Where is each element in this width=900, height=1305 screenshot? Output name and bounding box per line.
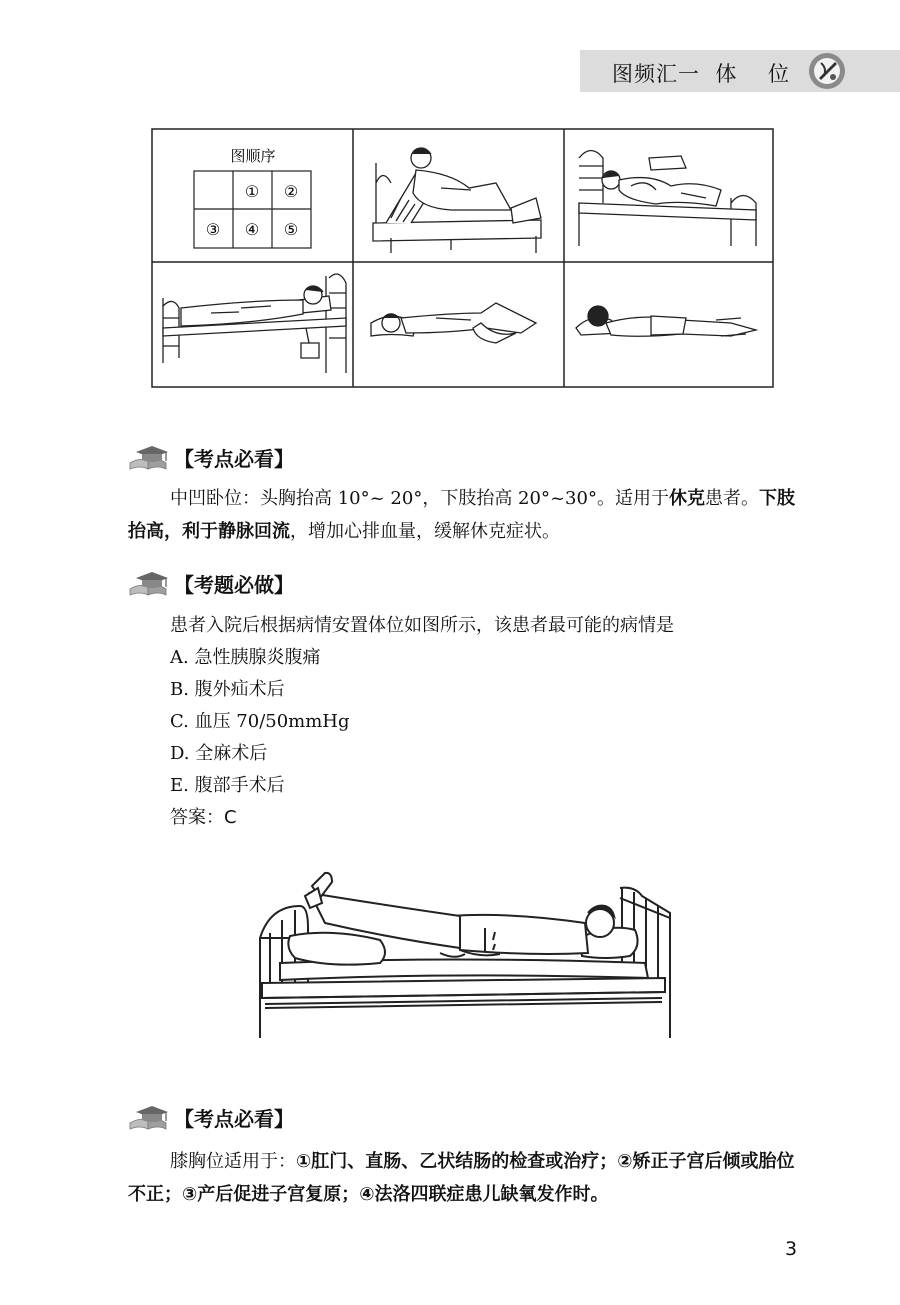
- order-cell: ④: [244, 220, 260, 239]
- section-heading-label: 【考点必看】: [174, 446, 294, 471]
- order-cell: ①: [244, 182, 260, 201]
- order-cell: ②: [283, 182, 299, 201]
- order-cell: ⑤: [283, 220, 299, 239]
- section-heading: [128, 1101, 294, 1133]
- text: 患者。: [704, 488, 759, 509]
- bold-text: 休克: [668, 488, 705, 509]
- text: 膝胸位适用于：: [170, 1151, 296, 1172]
- option-c: C. 血压 70/50mmHg: [170, 711, 350, 732]
- option-b: B. 腹外疝术后: [170, 679, 285, 700]
- position-figure-grid: [151, 128, 774, 388]
- chapter-title: 图频汇一 体 位: [612, 62, 791, 86]
- question-text: 患者入院后根据病情安置体位如图所示，该患者最可能的病情是: [170, 615, 674, 636]
- option-a: A. 急性胰腺炎腹痛: [170, 647, 321, 668]
- bold-text: ①肛门、直肠、乙状结肠的检查或治疗；②矫正子宫后倾或胎位不正；③产后促进子宫复原；④法洛四联症患儿缺氧发作时。: [128, 1151, 795, 1205]
- bold-text: 下肢抬高，利于静脉回流: [128, 488, 795, 542]
- graduation-cap-icon: [128, 1103, 170, 1131]
- paragraph-trendelenburg: [128, 482, 800, 548]
- section-heading: [128, 441, 294, 473]
- text: 中凹卧位：头胸抬高 10°~ 20°，下肢抬高 20°~30°。适用于: [170, 488, 669, 509]
- option-d: D. 全麻术后: [170, 743, 268, 764]
- page-number: 3: [785, 1238, 798, 1260]
- section-heading: [128, 567, 294, 599]
- section-heading-label: 【考点必看】: [174, 1106, 294, 1131]
- paragraph-knee-chest: [128, 1145, 800, 1211]
- section-heading-label: 【考题必做】: [174, 572, 294, 597]
- order-title: 图顺序: [230, 147, 276, 165]
- order-cell: ③: [205, 220, 221, 239]
- answer-text: 答案：C: [170, 807, 237, 828]
- option-e: E. 腹部手术后: [170, 775, 285, 796]
- text: ，增加心排血量，缓解休克症状。: [290, 521, 560, 542]
- graduation-cap-icon: [128, 569, 170, 597]
- shock-position-bed-illustration: [250, 868, 675, 1040]
- graduation-cap-icon: [128, 443, 170, 471]
- medical-badge-icon: [808, 52, 846, 90]
